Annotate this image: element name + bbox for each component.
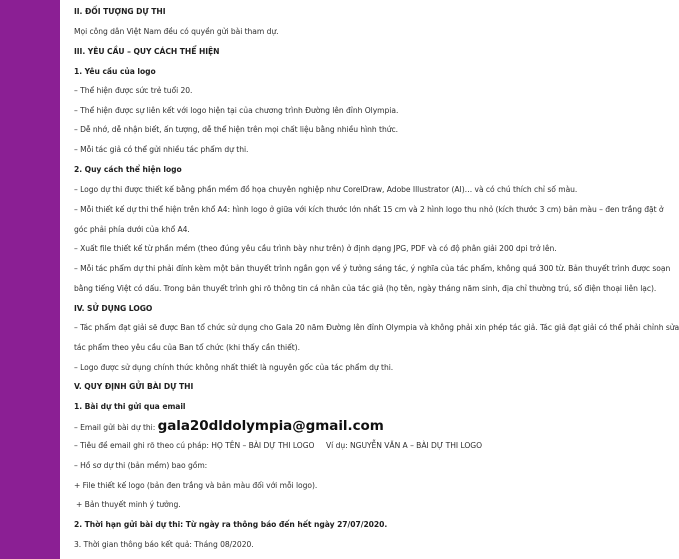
section-3-2-item: – Logo dự thi được thiết kế bằng phần mềm đồ họa chuyên nghiệp như CorelDraw, Adobe Illustrator (AI)… và có chú thích chỉ số màu.	[74, 185, 578, 194]
section-4-item: – Tác phẩm đạt giải sẽ được Ban tổ chức sử dụng cho Gala 20 năm Đường lên đỉnh Olympia và không phải xin phép tác giả. Tác giả đạt giải có thể phải chỉnh sửa	[74, 323, 679, 332]
section-5-2-deadline: 2. Thời hạn gửi bài dự thi: Từ ngày ra thông báo đến hết ngày 27/07/2020.	[74, 520, 388, 529]
section-3-2-heading: 2. Quy cách thể hiện logo	[74, 165, 182, 174]
section-2-heading: II. ĐỐI TƯỢNG DỰ THI	[74, 7, 166, 16]
section-3-1-item: – Mỗi tác giả có thể gửi nhiều tác phẩm dự thi.	[74, 145, 249, 154]
section-4-item-cont: tác phẩm theo yêu cầu của Ban tổ chức (khi thấy cần thiết).	[74, 343, 300, 352]
email-line	[74, 418, 384, 434]
section-5-1-heading: 1. Bài dự thi gửi qua email	[74, 402, 186, 411]
section-3-1-item: – Thể hiện được sức trẻ tuổi 20.	[74, 86, 193, 95]
section-5-3-result-date: 3. Thời gian thông báo kết quả: Tháng 08/2020.	[74, 540, 254, 549]
purple-side-bar	[0, 0, 60, 559]
submission-files-heading: – Hồ sơ dự thi (bản mềm) bao gồm:	[74, 461, 208, 470]
section-5-heading: V. QUY ĐỊNH GỬI BÀI DỰ THI	[74, 382, 194, 391]
document-body	[70, 0, 679, 559]
email-subject-rule: – Tiêu đề email ghi rõ theo cú pháp: HỌ TÊN – BÀI DỰ THI LOGO	[74, 441, 315, 450]
email-label: – Email gửi bài dự thi:	[74, 423, 156, 432]
section-3-2-item-cont: bằng tiếng Việt có dấu. Trong bản thuyết trình ghi rõ thông tin cá nhân của tác giả (họ tên, ngày tháng năm sinh, địa chỉ thường trú, số điện thoại liên lạc).	[74, 284, 657, 293]
section-3-2-item-cont: góc phải phía dưới của khổ A4.	[74, 225, 190, 234]
section-3-1-item: – Dễ nhớ, dễ nhận biết, ấn tượng, dễ thể hiện trên mọi chất liệu bằng nhiều hình thức.	[74, 125, 399, 134]
section-4-heading: IV. SỬ DỤNG LOGO	[74, 304, 153, 313]
section-3-2-item: – Mỗi thiết kế dự thi thể hiện trên khổ A4: hình logo ở giữa với kích thước lớn nhất 15 cm và 2 hình logo thu nhỏ (kích thước 3 cm) bản màu – đen trắng đặt ở	[74, 205, 664, 214]
email-subject-example: Ví dụ: NGUYỄN VĂN A – BÀI DỰ THI LOGO	[326, 441, 483, 450]
section-4-item: – Logo được sử dụng chính thức không nhất thiết là nguyên gốc của tác phẩm dự thi.	[74, 363, 394, 372]
section-3-2-item: – Xuất file thiết kế từ phần mềm (theo đúng yêu cầu trình bày như trên) ở định dạng JPG, PDF và có độ phân giải 200 dpi trở lên.	[74, 244, 557, 253]
contest-email: gala20dldolympia@gmail.com	[157, 418, 384, 434]
section-3-2-item: – Mỗi tác phẩm dự thi phải đính kèm một bản thuyết trình ngắn gọn về ý tưởng sáng tác, ý nghĩa của tác phẩm, không quá 300 từ. Bản thuyết trình được soạn	[74, 264, 671, 273]
section-2-text: Mọi công dân Việt Nam đều có quyền gửi bài tham dự.	[74, 27, 279, 36]
submission-file-item: + Bản thuyết minh ý tưởng.	[76, 500, 181, 509]
section-3-heading: III. YÊU CẦU – QUY CÁCH THỂ HIỆN	[74, 47, 220, 56]
section-3-1-item: – Thể hiện được sự liên kết với logo hiện tại của chương trình Đường lên đỉnh Olympia.	[74, 106, 399, 115]
submission-file-item: + File thiết kế logo (bản đen trắng và bản màu đối với mỗi logo).	[74, 481, 318, 490]
section-3-1-heading: 1. Yêu cầu của logo	[74, 67, 156, 76]
